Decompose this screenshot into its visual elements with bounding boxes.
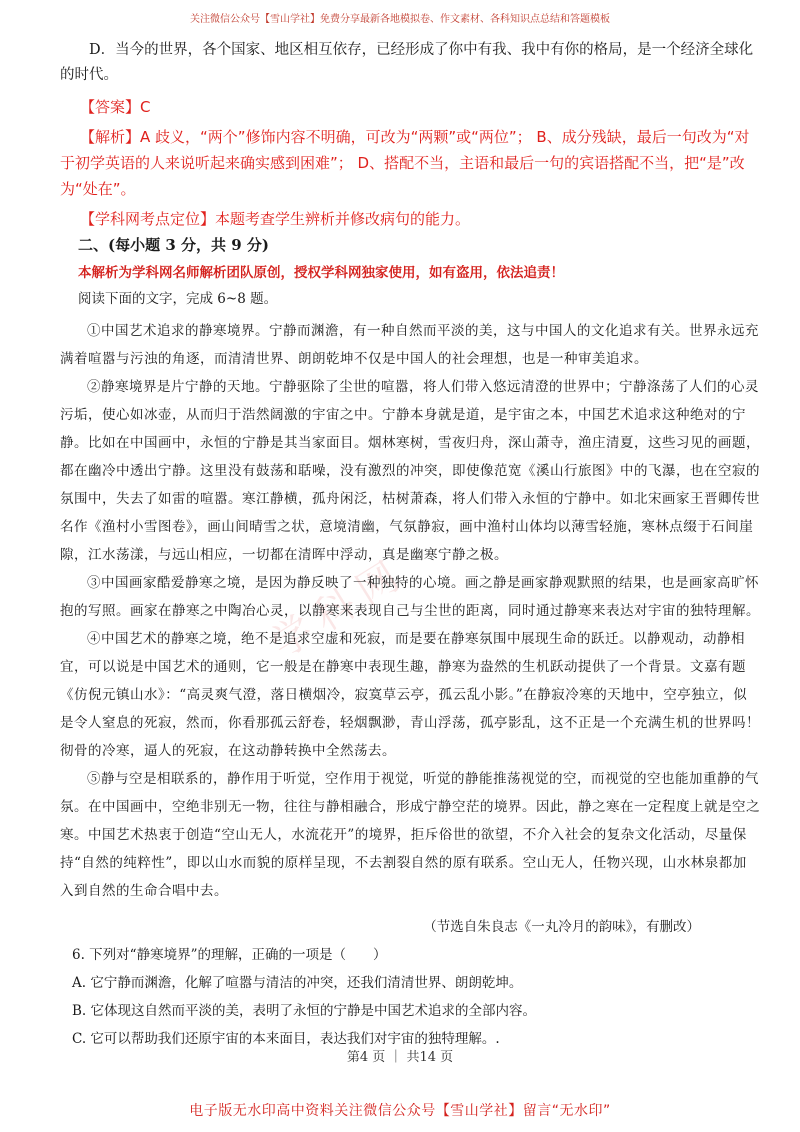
choice-c: C. 它可以帮助我们还原宇宙的本来面目，表达我们对宇宙的独特理解。.: [72, 1031, 500, 1047]
document-page: [60, 38, 760, 1053]
choice-a: A. 它宁静而渊澹，化解了喧嚣与清洁的冲突，还我们清清世界、朗朗乾坤。: [72, 975, 523, 991]
paragraph-5: ⑤静与空是相联系的，静作用于听觉，空作用于视觉，听觉的静能推荡视觉的空，而视觉的空也能加重静的气氛。在中国画中，空绝非别无一物，往往与静相融合，形成宁静空茫的境界。因此，静之寒在一定程度上就是空之寒。中国艺术热衷于创造“空山无人，水流花开”的境界，拒斥俗世的欲望，不介入社会的复杂文化活动，尽量保持“自然的纯粹性”，即以山水而貌的原样呈现，不去割裂自然的原有联系。空山无人，任物兴现，山水林泉都加入到自然的生命合唱中去。: [60, 771, 760, 899]
paragraph-3: ③中国画家酷爱静寒之境，是因为静反映了一种独特的心境。画之静是画家静观默照的结果，也是画家高旷怀抱的写照。画家在静寒之中陶冶心灵，以静寒来表现自己与尘世的距离，同时通过静寒来表达对宇宙的独特理解。: [60, 575, 760, 619]
question-6: 6. 下列对“静寒境界”的理解，正确的一项是（ ）: [72, 947, 387, 963]
choice-b: B. 它体现这自然而平淡的美，表明了永恒的宁静是中国艺术追求的全部内容。: [72, 1003, 537, 1019]
analysis: 【解析】A 歧义，“两个”修饰内容不明确，可改为“两颗”或“两位”； B、成分残缺，最后一句改为“对于初学英语的人来说听起来确实感到困难”； D、搭配不当，主语和最后一句的宾语搭配不当，把“是”改为“处在”。: [60, 128, 750, 198]
instruction: 阅读下面的文字，完成 6~8 题。: [78, 291, 278, 307]
copyright-notice: 本解析为学科网名师解析团队原创，授权学科网独家使用，如有盗用，依法追责！: [78, 265, 564, 281]
paragraph-2: ②静寒境界是片宁静的天地。宁静驱除了尘世的喧嚣，将人们带入悠远清澄的世界中；宁静涤荡了人们的心灵污垢，使心如冰壶，从而归于浩然阔激的宇宙之中。宁静本身就是道，是宇宙之本，中国艺术追求这种绝对的宁静。比如在中国画中，永恒的宁静是其当家面目。烟林寒树，雪夜归舟，深山萧寺，渔庄清夏，这些习见的画题，都在幽冷中透出宁静。这里没有鼓荡和聒噪，没有激烈的冲突，即使像范宽《溪山行旅图》中的飞瀑，也在空寂的氛围中，失去了如雷的喧嚣。寒江静横，孤舟闲泛，枯树萧森，将人们带入永恒的宁静中。如北宋画家王晋卿传世名作《渔村小雪图卷》，画山间晴雪之状，意境清幽，气氛静寂，画中渔村山体均以薄雪轻施，寒林点缀于石间崖隙，江水荡漾，与远山相应，一切都在清晖中浮动，真是幽寒宁静之极。: [60, 379, 760, 563]
header-note: 关注微信公众号【雪山学社】免费分享最新各地模拟卷、作文素材、各科知识点总结和答题模板: [190, 14, 610, 25]
answer: 【答案】C: [80, 98, 151, 116]
option-d: D．当今的世界，各个国家、地区相互依存，已经形成了你中有我、我中有你的格局，是一个经济全球化的时代。: [60, 42, 754, 83]
section-title: 二、(每小题 3 分，共 9 分): [78, 236, 269, 254]
footer-note: 电子版无水印高中资料关注微信公众号【雪山学社】留言“无水印”: [189, 1103, 611, 1119]
paragraph-4: ④中国艺术的静寒之境，绝不是追求空虚和死寂，而是要在静寒氛围中展现生命的跃迁。以静观动，动静相宜，可以说是中国艺术的通则，它一般是在静寒中表现生趣，静寒为盎然的生机跃动提供了一个背景。文嘉有题《仿倪元镇山水》：“高灵爽气澄，落日横烟冷，寂寞草云亭，孤云乱小影。”在静寂冷寒的天地中，空亭独立，似是令人窒息的死寂，然而，你看那孤云舒卷，轻烟飘渺，青山浮荡，孤亭影乱，这不正是一个充满生机的世界吗！彻骨的冷寒，逼人的死寂，在这动静转换中全然荡去。: [60, 631, 760, 759]
exam-point: 【学科网考点定位】本题考查学生辨析并修改病句的能力。: [80, 210, 471, 228]
watermark: 学科网: [263, 548, 416, 668]
source-citation: （节选自朱良志《一丸冷月的韵味》，有删改）: [423, 919, 700, 935]
passage: [60, 317, 760, 905]
paragraph-1: ①中国艺术追求的静寒境界。宁静而渊澹，有一种自然而平淡的美，这与中国人的文化追求有关。世界永远充满着喧嚣与污浊的角逐，而清清世界、朗朗乾坤不仅是中国人的社会理想，也是一种审美追求。: [60, 323, 759, 367]
page-number: 第4 页 ｜ 共14 页: [346, 1050, 454, 1065]
